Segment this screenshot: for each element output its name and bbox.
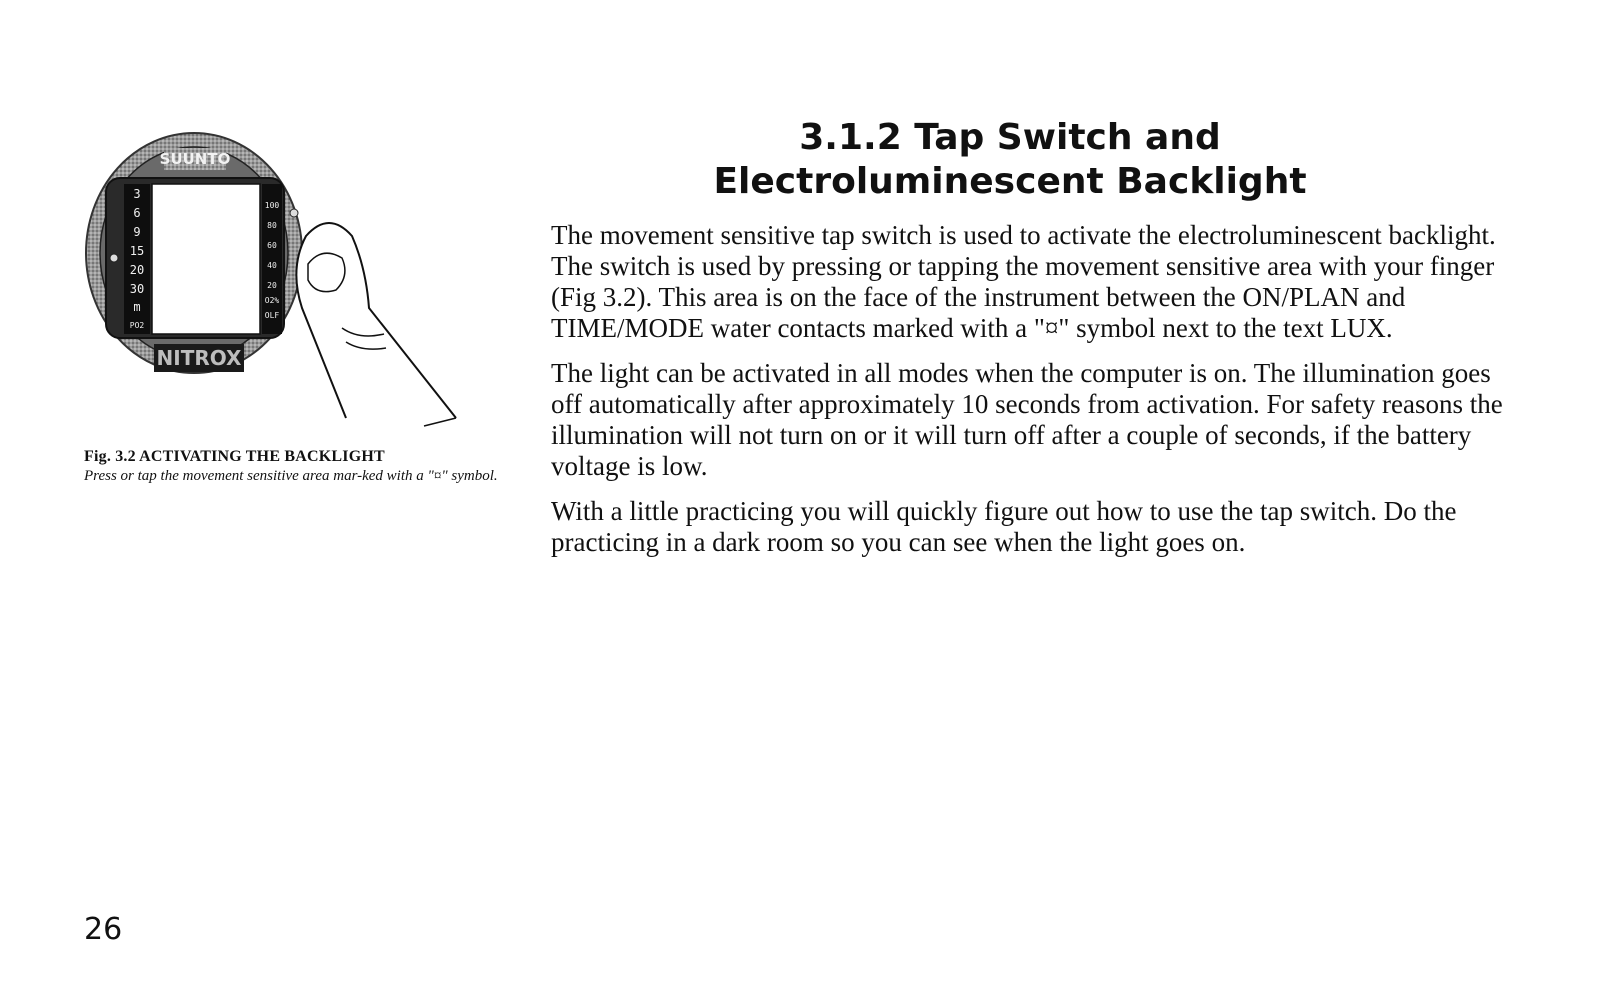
right-scale-label: 60 <box>267 241 277 250</box>
finger-illustration <box>296 223 456 426</box>
left-scale-label: PO2 <box>129 321 145 330</box>
contact-right <box>290 209 298 217</box>
page-number: 26 <box>84 912 123 947</box>
right-scale-label: 80 <box>267 221 277 230</box>
lcd-screen <box>152 184 260 334</box>
model-text: NITROX <box>156 346 242 370</box>
section-heading <box>560 116 1460 204</box>
contact-left <box>110 254 118 262</box>
left-scale-label: 15 <box>129 244 145 258</box>
paragraph: With a little practicing you will quickly figure out how to use the tap switch. Do the practicing in a dark room so you can see when the light goes on. <box>551 496 1457 557</box>
figure-caption <box>84 448 504 485</box>
left-scale-label: 6 <box>133 206 141 220</box>
paragraph: The movement sensitive tap switch is used to activate the electroluminescent backlight. The switch is used by pressing or tapping the movement sensitive area with your finger (Fig 3.2). This area is on the face of the instrument between the ON/PLAN and TIME/MODE water contacts marked with a "¤" symbol next to the text LUX. <box>551 220 1496 343</box>
right-scale-label: O2% <box>264 296 280 305</box>
left-scale-label: 30 <box>129 282 145 296</box>
caption-text: Press or tap the movement sensitive area mar-ked with a "¤" symbol. <box>84 468 498 484</box>
left-scale-label: 3 <box>133 187 141 201</box>
caption-title: Fig. 3.2 ACTIVATING THE BACKLIGHT <box>84 448 385 465</box>
left-scale-label: m <box>133 300 141 314</box>
dive-computer-illustration <box>84 118 484 448</box>
dive-computer-figure <box>84 118 484 448</box>
right-scale-label: 100 <box>264 201 280 210</box>
heading-line-2: Electroluminescent Backlight <box>713 161 1307 202</box>
brand-text: SUUNTO <box>159 150 231 168</box>
right-scale-label: 20 <box>267 281 277 290</box>
right-scale-label: 40 <box>267 261 277 270</box>
left-scale-label: 9 <box>133 225 141 239</box>
left-scale-label: 20 <box>129 263 145 277</box>
body-text <box>551 220 1511 572</box>
heading-line-1: 3.1.2 Tap Switch and <box>799 117 1221 158</box>
right-scale-label: OLF <box>264 311 280 320</box>
paragraph: The light can be activated in all modes when the computer is on. The illumination goes off automatically after approximately 10 seconds from activation. For safety reasons the illumination will not turn on or it will turn off after a couple of seconds, if the battery voltage is low. <box>551 358 1503 481</box>
